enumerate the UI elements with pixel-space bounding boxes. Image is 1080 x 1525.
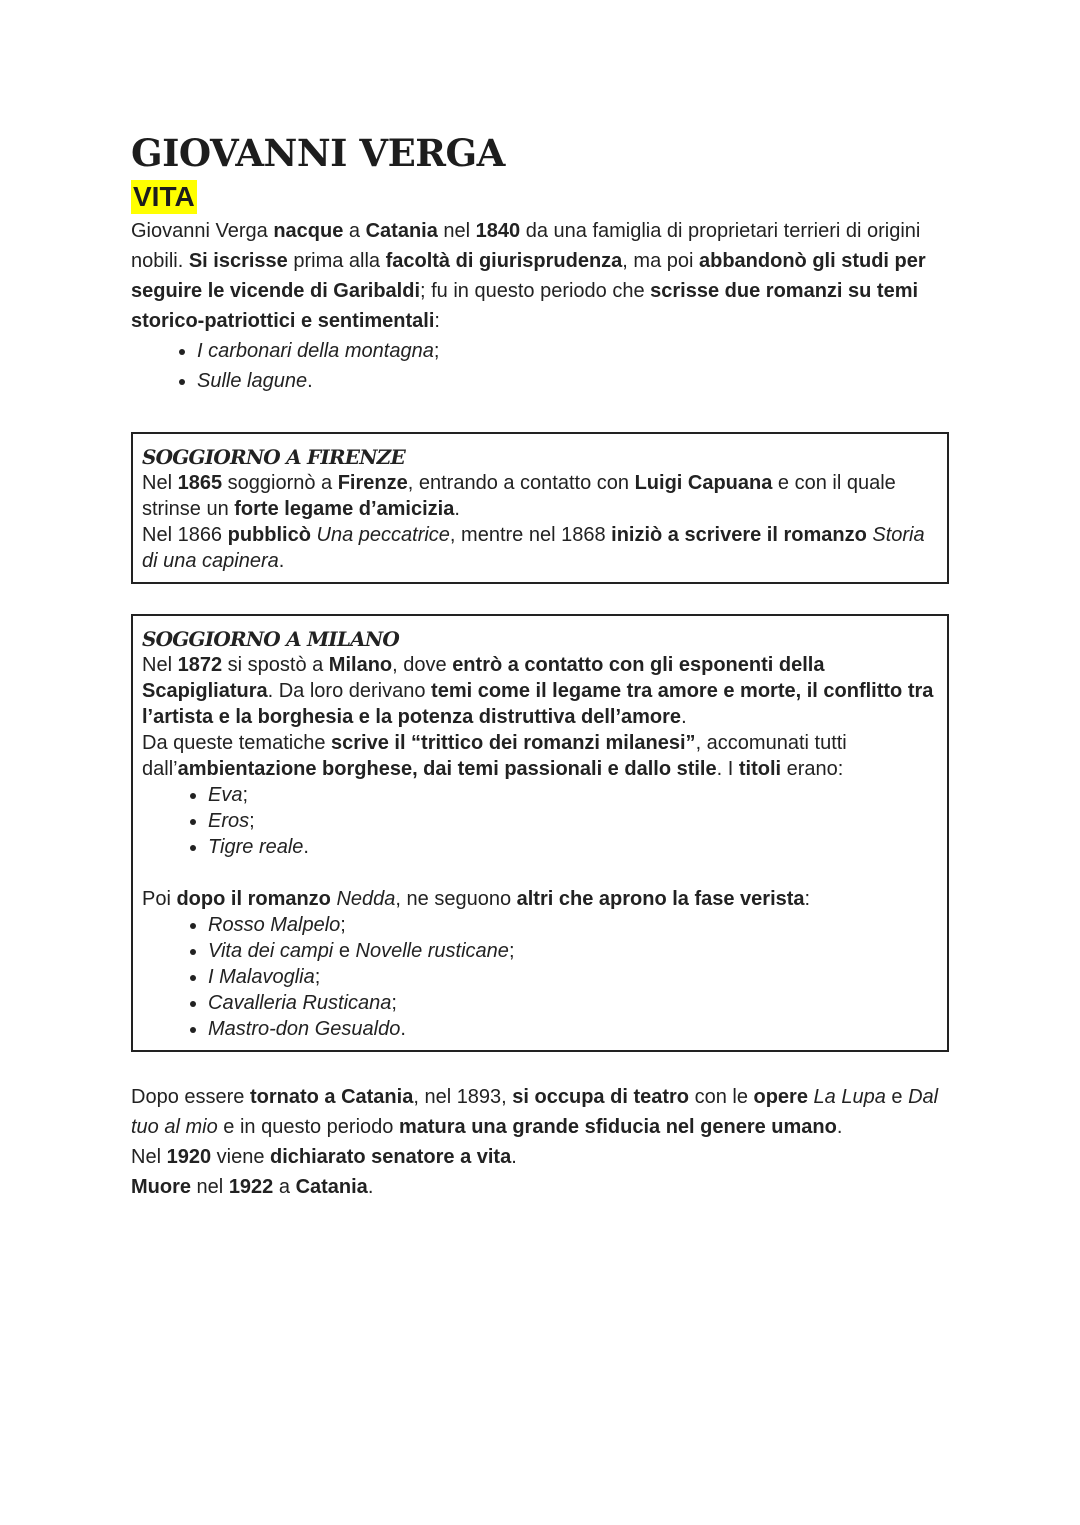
document-page <box>131 128 951 1202</box>
text-run: Vita dei campi <box>208 940 334 962</box>
intro-novels-list <box>131 336 951 396</box>
list-item <box>208 1016 937 1042</box>
text-run: Eros <box>208 810 250 832</box>
text-run: 1840 <box>475 220 521 242</box>
text-run: Muore <box>131 1176 191 1198</box>
text-run: . I <box>716 758 739 780</box>
text-run: Nel <box>142 472 178 494</box>
text-run: tornato a Catania <box>249 1086 414 1108</box>
text-run: si occupa di teatro <box>512 1086 690 1108</box>
text-run: e con il quale strinse un <box>142 472 896 520</box>
text-run: iniziò a scrivere il romanzo <box>611 524 867 546</box>
text-run: ; <box>242 784 249 806</box>
text-run: Rosso Malpelo <box>208 914 341 936</box>
text-run: Firenze <box>337 472 408 494</box>
text-run: . <box>681 706 687 728</box>
text-run: 1865 <box>177 472 223 494</box>
firenze-box-title: SOGGIORNO A FIRENZE <box>142 445 405 469</box>
text-run: , mentre nel 1868 <box>449 524 612 546</box>
text-run: nel <box>191 1176 229 1198</box>
milano-paragraph-2 <box>142 730 937 782</box>
text-run: viene <box>211 1146 271 1168</box>
text-run: 1922 <box>228 1176 274 1198</box>
text-run: e <box>333 940 356 962</box>
text-run: . Da loro derivano <box>267 680 432 702</box>
text-run: ; <box>508 940 515 962</box>
milano-box-title: SOGGIORNO A MILANO <box>142 627 399 651</box>
text-run: prima alla <box>287 250 386 272</box>
milano-paragraph-1 <box>142 652 937 730</box>
text-run: ; <box>340 914 346 936</box>
text-run: erano: <box>781 758 844 780</box>
text-run: . <box>400 1018 406 1040</box>
text-run: Si iscrisse <box>188 250 288 272</box>
text-run: Da queste tematiche <box>142 732 331 754</box>
text-run: La Lupa <box>813 1086 886 1108</box>
text-run: altri che aprono la fase verista <box>516 888 805 910</box>
text-run: . <box>511 1146 517 1168</box>
text-run: Poi <box>142 888 177 910</box>
firenze-paragraph-1 <box>142 470 937 522</box>
text-run: . <box>454 498 460 520</box>
text-run: dopo il romanzo <box>176 888 331 910</box>
text-run: Dal tuo al mio <box>131 1086 939 1138</box>
text-run: forte legame d’amicizia <box>234 498 455 520</box>
text-run: da una famiglia di proprietari terrieri di origini nobili. <box>131 220 921 272</box>
text-run: soggiornò a <box>222 472 338 494</box>
text-run: a <box>343 220 366 242</box>
outro-paragraph <box>131 1082 951 1142</box>
text-run: ambientazione borghese, dai temi passionali e dallo stile <box>177 758 717 780</box>
text-run: : <box>434 310 440 332</box>
death-line <box>131 1172 951 1202</box>
text-run: ; <box>391 992 397 1014</box>
text-run: I Malavoglia <box>208 966 315 988</box>
list-item <box>208 938 937 964</box>
text-run: ; <box>314 966 321 988</box>
text-run: Mastro-don Gesualdo <box>208 1018 401 1040</box>
list-item <box>208 912 937 938</box>
text-run: Nedda <box>336 888 396 910</box>
text-run: Storia di una capinera <box>142 524 925 572</box>
list-item <box>208 834 937 860</box>
text-run: si spostò a <box>222 654 329 676</box>
text-run: entrò a contatto con gli esponenti della Scapigliatura <box>142 654 825 702</box>
text-run: Catania <box>295 1176 368 1198</box>
text-run: scrisse due romanzi su temi storico-patriottici e sentimentali <box>131 280 919 332</box>
list-item <box>208 782 937 808</box>
text-run: e in questo periodo <box>217 1116 399 1138</box>
text-run: , dove <box>392 654 453 676</box>
text-run: nel <box>437 220 476 242</box>
text-run: ; <box>249 810 255 832</box>
text-run: Dopo essere <box>131 1086 250 1108</box>
text-run: . <box>303 836 309 858</box>
firenze-box <box>131 432 949 584</box>
milano-novels-list <box>142 782 937 860</box>
text-run: matura una grande sfiducia nel genere umano <box>398 1116 837 1138</box>
text-run: , nel 1893, <box>413 1086 513 1108</box>
text-run: ; fu in questo periodo che <box>420 280 651 302</box>
text-run: Tigre reale <box>208 836 304 858</box>
senator-line <box>131 1142 951 1172</box>
text-run: , entrando a contatto con <box>407 472 635 494</box>
text-run: con le <box>689 1086 754 1108</box>
text-run: pubblicò <box>227 524 311 546</box>
list-item <box>208 808 937 834</box>
milano-box <box>131 614 949 1052</box>
text-run: Catania <box>365 220 438 242</box>
firenze-paragraph-2 <box>142 522 937 574</box>
text-run: temi come il legame tra amore e morte, il conflitto tra l’artista e la borghesia e la potenza distruttiva dell’amore <box>142 680 934 728</box>
text-run: Milano <box>328 654 393 676</box>
text-run: Giovanni Verga <box>131 220 274 242</box>
text-run: 1920 <box>166 1146 212 1168</box>
text-run: 1872 <box>177 654 223 676</box>
text-run: . <box>367 1176 374 1198</box>
text-run: Nel <box>142 654 178 676</box>
text-run: facoltà di giurisprudenza <box>385 250 623 272</box>
section-heading-vita: VITA <box>133 181 195 212</box>
intro-paragraph <box>131 216 951 336</box>
text-run: nacque <box>273 220 344 242</box>
text-run: opere <box>753 1086 808 1108</box>
text-run: , accomunati tutti dall’ <box>142 732 847 780</box>
text-run: Nel <box>131 1146 167 1168</box>
text-run: , ne seguono <box>395 888 517 910</box>
text-run: e <box>885 1086 909 1108</box>
text-run: , ma poi <box>622 250 699 272</box>
text-run: Nel 1866 <box>142 524 228 546</box>
list-item: • Sulle lagune. <box>197 366 951 396</box>
text-run: Cavalleria Rusticana <box>208 992 392 1014</box>
text-run: scrive il “trittico dei romanzi milanesi” <box>331 732 696 754</box>
text-run: dichiarato senatore a vita <box>270 1146 512 1168</box>
text-run: : <box>804 888 811 910</box>
verista-works-list <box>142 912 937 1042</box>
list-item <box>208 990 937 1016</box>
text-run: Luigi Capuana <box>634 472 773 494</box>
text-run: Novelle rusticane <box>355 940 509 962</box>
text-run: . <box>836 1116 843 1138</box>
text-run: abbandonò gli studi per seguire le vicende di Garibaldi <box>131 250 926 302</box>
text-run: . <box>278 550 285 572</box>
text-run: Una peccatrice <box>316 524 450 546</box>
list-item <box>208 964 937 990</box>
text-run: a <box>273 1176 296 1198</box>
text-run: titoli <box>738 758 782 780</box>
document-title: GIOVANNI VERGA <box>131 131 505 175</box>
milano-paragraph-3 <box>142 886 937 912</box>
text-run: Eva <box>208 784 243 806</box>
list-item: • I carbonari della montagna; <box>197 336 951 366</box>
